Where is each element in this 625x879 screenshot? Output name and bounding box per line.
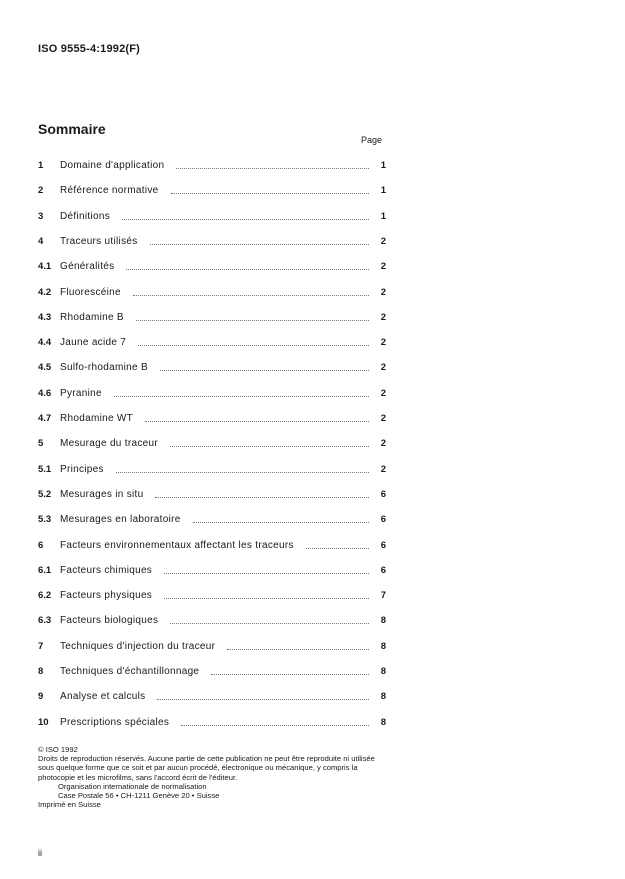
toc-entry-number: 5 — [38, 438, 44, 450]
toc-entry[interactable] — [38, 462, 386, 476]
toc-entry-label: Mesurages in situ — [60, 488, 144, 500]
toc-entry-number: 10 — [38, 716, 49, 728]
toc-entry-number: 4 — [38, 235, 44, 247]
toc-entry-label: Rhodamine WT — [60, 413, 134, 424]
printed-in: Imprimé en Suisse — [38, 800, 101, 810]
toc-entry-number: 4.4 — [38, 337, 52, 349]
toc-entry-label: Facteurs biologiques — [60, 615, 159, 627]
toc-entry-label: Techniques d'échantillonnage — [60, 666, 200, 677]
toc-entry-label: Fluorescéine — [60, 286, 121, 298]
toc-leader-dots — [227, 648, 369, 650]
organization-name: Organisation internationale de normalisation — [58, 781, 207, 791]
toc-entry-label: Généralités — [60, 261, 115, 273]
toc-entry[interactable] — [38, 411, 386, 425]
toc-entry-label: Analyse et calculs — [60, 691, 146, 703]
toc-entry-page: 1 — [380, 160, 386, 171]
toc-entry-number: 5.1 — [38, 463, 52, 475]
toc-entry[interactable] — [38, 335, 386, 349]
toc-leader-dots — [138, 344, 369, 346]
toc-entry-page: 1 — [380, 210, 386, 222]
toc-entry[interactable] — [38, 183, 386, 197]
toc-entry-page: 2 — [380, 286, 386, 298]
toc-leader-dots — [157, 698, 369, 700]
toc-entry[interactable] — [38, 386, 386, 400]
toc-entry[interactable] — [38, 487, 386, 501]
toc-entry-number: 3 — [38, 210, 44, 222]
toc-leader-dots — [171, 192, 369, 194]
toc-leader-dots — [155, 496, 369, 498]
toc-leader-dots — [133, 294, 369, 296]
toc-entry-number: 6 — [38, 539, 44, 551]
toc-leader-dots — [150, 243, 369, 245]
toc-entry-page: 2 — [380, 463, 386, 475]
toc-entry-number: 7 — [38, 640, 44, 652]
toc-entry[interactable] — [38, 664, 386, 678]
toc-entry-page: 8 — [380, 615, 386, 627]
toc-entry-label: Définitions — [60, 210, 110, 222]
toc-entry-number: 5.3 — [38, 514, 52, 526]
toc-entry-label: Facteurs environnementaux affectant les traceurs — [60, 539, 294, 551]
toc-entry-number: 6.2 — [38, 590, 52, 602]
page-column-heading: Page — [361, 135, 383, 145]
page-number: ii — [38, 848, 42, 858]
toc-entry[interactable] — [38, 158, 386, 172]
toc-title: Sommaire — [38, 121, 106, 137]
organization-address: Case Postale 56 • CH-1211 Genève 20 • Suisse — [58, 791, 220, 801]
toc-entry-page: 8 — [380, 691, 386, 703]
toc-entry-label: Domaine d'application — [60, 160, 165, 171]
toc-entry-page: 6 — [380, 564, 386, 576]
toc-entry-label: Facteurs chimiques — [60, 564, 153, 576]
toc-entry-label: Mesurages en laboratoire — [60, 514, 181, 526]
toc-entry[interactable] — [38, 715, 386, 729]
toc-entry-number: 4.3 — [38, 311, 52, 323]
rights-notice: Droits de reproduction réservés. Aucune partie de cette publication ne peut être reproduite ni utilisée sous quelque forme que ce soit et par aucun procédé, électronique ou mécanique, y compris la photocopie et les microfilms, sans l'accord écrit de l'éditeur. — [38, 754, 375, 782]
toc-leader-dots — [145, 420, 369, 422]
toc-leader-dots — [164, 572, 369, 574]
toc-entry-number: 4.6 — [38, 387, 52, 399]
toc-leader-dots — [114, 395, 369, 397]
toc-entry-page: 2 — [380, 337, 386, 349]
toc-leader-dots — [170, 622, 369, 624]
toc-leader-dots — [181, 724, 369, 726]
toc-entry[interactable] — [38, 538, 386, 552]
toc-leader-dots — [211, 673, 369, 675]
toc-entry-page: 2 — [380, 413, 386, 424]
toc-entry-page: 2 — [380, 311, 386, 323]
toc-entry-page: 8 — [380, 666, 386, 677]
toc-entry-label: Sulfo-rhodamine B — [60, 362, 148, 374]
toc-entry-label: Référence normative — [60, 185, 159, 197]
toc-entry-label: Techniques d'injection du traceur — [60, 640, 216, 652]
toc-entry-number: 6.1 — [38, 564, 52, 576]
toc-leader-dots — [306, 547, 369, 549]
document-id: ISO 9555-4:1992(F) — [38, 43, 141, 55]
toc-entry-number: 4.1 — [38, 261, 52, 273]
toc-entry-page: 6 — [380, 488, 386, 500]
copyright-line: © ISO 1992 — [38, 745, 78, 754]
toc-leader-dots — [126, 268, 369, 270]
toc-entry-page: 2 — [380, 387, 386, 399]
toc-entry-number: 4.5 — [38, 362, 52, 374]
toc-entry[interactable] — [38, 689, 386, 703]
toc-entry-label: Mesurage du traceur — [60, 438, 158, 450]
copyright-block — [38, 745, 390, 809]
toc-entry-page: 1 — [380, 185, 386, 197]
toc-leader-dots — [136, 319, 369, 321]
toc-entry-page: 2 — [380, 438, 386, 450]
toc-entry[interactable] — [38, 613, 386, 627]
toc-entry-page: 6 — [380, 514, 386, 526]
toc-entry-label: Prescriptions spéciales — [60, 716, 170, 728]
toc-entry[interactable] — [38, 360, 386, 374]
toc-leader-dots — [170, 445, 369, 447]
toc-entry-number: 4.7 — [38, 413, 52, 424]
toc-entry[interactable] — [38, 234, 386, 248]
toc-leader-dots — [160, 369, 369, 371]
toc-entry-page: 8 — [380, 716, 386, 728]
toc-entry-page: 2 — [380, 362, 386, 374]
toc-entry-number: 8 — [38, 666, 44, 677]
toc-entry-label: Principes — [60, 463, 104, 475]
toc-entry-number: 1 — [38, 160, 44, 171]
toc-leader-dots — [116, 471, 369, 473]
toc-entry-number: 6.3 — [38, 615, 52, 627]
toc-entry-page: 6 — [380, 539, 386, 551]
toc-leader-dots — [193, 521, 369, 523]
toc-entry-label: Pyranine — [60, 387, 102, 399]
toc-entry[interactable] — [38, 259, 386, 273]
toc-entry-label: Traceurs utilisés — [60, 235, 138, 247]
toc-leader-dots — [122, 218, 369, 220]
toc-entry-number: 4.2 — [38, 286, 52, 298]
toc-entry-label: Jaune acide 7 — [60, 337, 127, 349]
toc-entry-number: 9 — [38, 691, 44, 703]
toc-leader-dots — [176, 167, 369, 169]
toc-entry[interactable] — [38, 563, 386, 577]
toc-entry[interactable] — [38, 436, 386, 450]
toc-entry-page: 2 — [380, 261, 386, 273]
toc-entry-page: 7 — [380, 590, 386, 602]
toc-entry[interactable] — [38, 209, 386, 223]
toc-entry[interactable] — [38, 310, 386, 324]
toc-entry[interactable] — [38, 639, 386, 653]
toc-entry-number: 2 — [38, 185, 44, 197]
toc-entry-label: Rhodamine B — [60, 311, 124, 323]
toc-leader-dots — [164, 597, 369, 599]
toc-entry-page: 8 — [380, 640, 386, 652]
toc-entry-label: Facteurs physiques — [60, 590, 153, 602]
toc-entry[interactable] — [38, 285, 386, 299]
toc-entry[interactable] — [38, 512, 386, 526]
toc-entry-page: 2 — [380, 235, 386, 247]
toc-entry-number: 5.2 — [38, 488, 52, 500]
toc-entry[interactable] — [38, 588, 386, 602]
